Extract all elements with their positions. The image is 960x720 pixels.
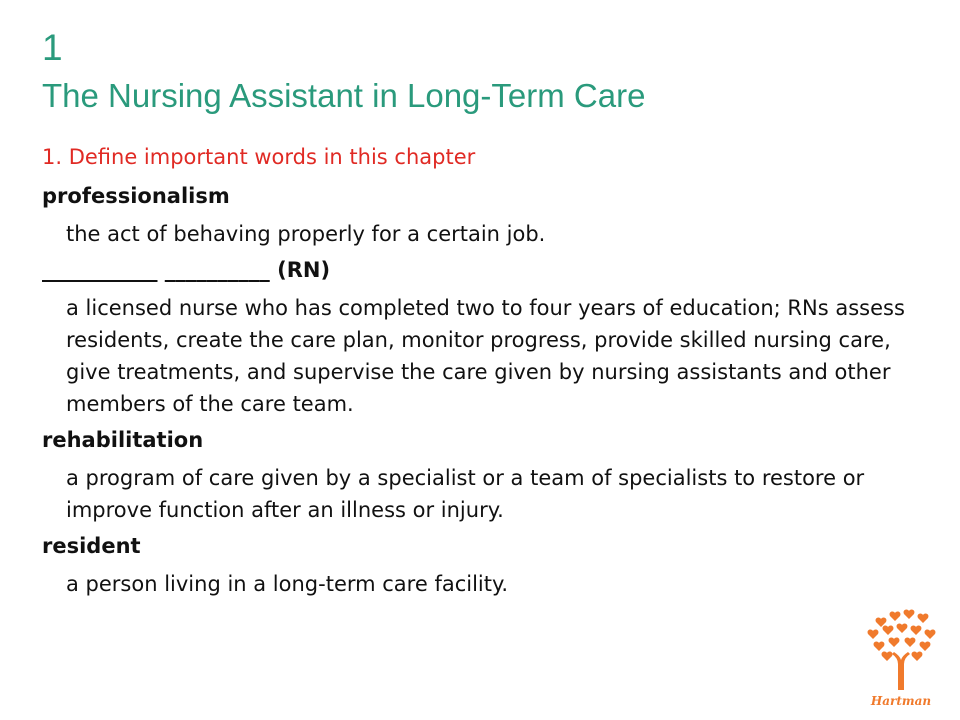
term-professionalism: professionalism (42, 184, 230, 208)
term-rehabilitation: rehabilitation (42, 428, 204, 452)
definition-resident: a person living in a long-term care facility. (66, 572, 509, 596)
definition-rehabilitation: a program of care given by a specialist or a team of specialists to restore or improve function after an illness or injury. (66, 466, 865, 522)
tree-of-hearts-icon (856, 604, 946, 692)
chapter-title: The Nursing Assistant in Long-Term Care (42, 77, 646, 114)
definition-registered-nurse: a licensed nurse who has completed two to four years of education; RNs assess residents, create the care plan, monitor progress, provide skilled nursing care, give treatments, and supervise the care given by nursing assistants and other members of the care team. (66, 296, 905, 416)
chapter-number: 1 (42, 27, 63, 68)
learning-objective: 1. Define important words in this chapter (42, 145, 476, 169)
term-resident: resident (42, 534, 141, 558)
hartman-logo (856, 604, 946, 708)
slide-content (42, 142, 922, 606)
logo-brand-text: Hartman (870, 694, 932, 708)
definition-professionalism: the act of behaving properly for a certain job. (66, 222, 546, 246)
term-registered-nurse-blank: ___________ __________ (RN) (42, 258, 331, 282)
